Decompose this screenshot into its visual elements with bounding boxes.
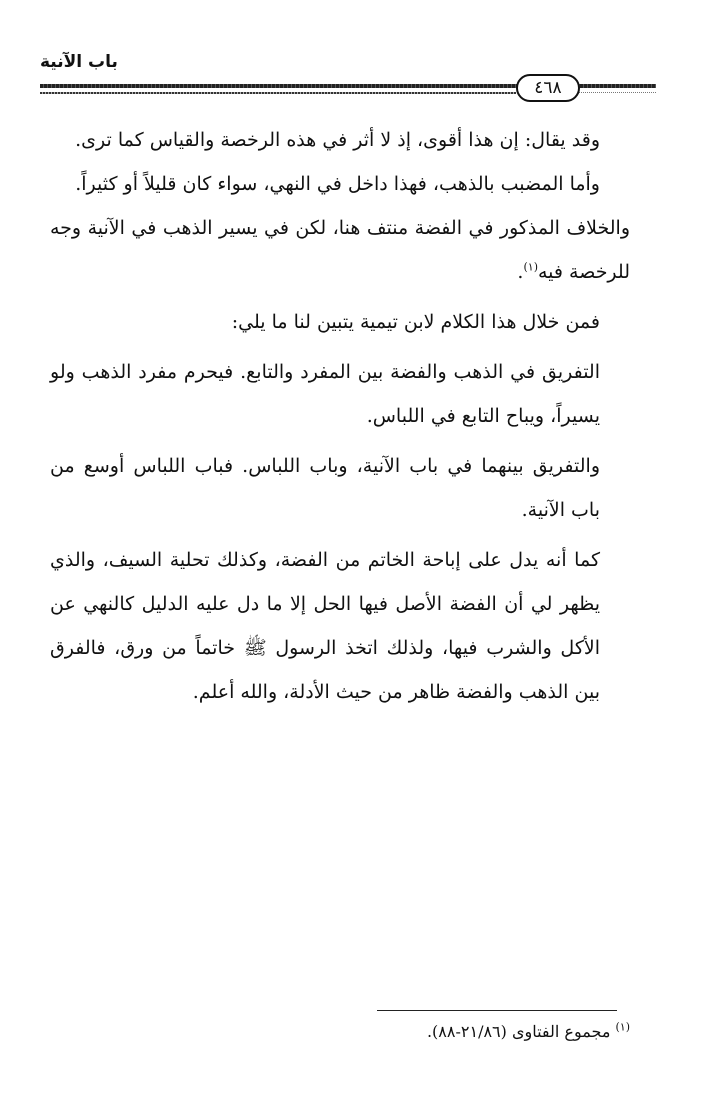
paragraph-text: والخلاف المذكور في الفضة منتف هنا، لكن في يسير الذهب في الآنية وجه للرخصة فيه <box>50 217 630 283</box>
paragraph-text: وأما المضبب بالذهب، فهذا داخل في النهي، سواء كان قليلاً أو كثيراً. <box>75 173 600 195</box>
footnote-number: (١) <box>615 1020 630 1034</box>
paragraph-1 <box>50 118 630 162</box>
footnote-marker: (١) <box>523 260 538 274</box>
paragraph-5 <box>50 350 630 438</box>
footnotes <box>50 1018 630 1046</box>
page-number-badge <box>516 74 580 102</box>
paragraph-4 <box>50 300 630 344</box>
header-rule-thin <box>40 92 516 94</box>
paragraph-2 <box>50 162 630 206</box>
page-header <box>40 44 656 104</box>
paragraph-text: وقد يقال: إن هذا أقوى، إذ لا أثر في هذه الرخصة والقياس كما ترى. <box>75 129 600 151</box>
page-number: ٤٦٨ <box>534 78 562 98</box>
footnote-separator <box>377 1010 617 1011</box>
footnote-text: مجموع الفتاوى (٢١/٨٦-٨٨). <box>426 1022 611 1041</box>
paragraph-3: والخلاف المذكور في الفضة منتف هنا، لكن في يسير الذهب في الآنية وجه للرخصة فيه$^{(١)}$. <box>50 217 630 283</box>
paragraph-6 <box>50 444 630 532</box>
footnote-1 <box>50 1018 630 1046</box>
main-text <box>50 118 630 714</box>
paragraph-text: والتفريق بينهما في باب الآنية، وباب اللباس. فباب اللباس أوسع من باب الآنية. <box>50 455 600 521</box>
running-title: باب الآنية <box>40 52 118 72</box>
paragraph-text: كما أنه يدل على إباحة الخاتم من الفضة، وكذلك تحلية السيف، والذي يظهر لي أن الفضة الأصل فيها الحل إلا ما دل عليه الدليل كالنهي عن الأكل والشرب فيها، ولذلك اتخذ الرسول ﷺ خاتماً من ورق، فالفرق بين الذهب والفضة ظاهر من حيث الأدلة، والله أعلم. <box>50 549 600 703</box>
header-rule-dotted <box>576 92 656 94</box>
paragraph-7 <box>50 538 630 714</box>
paragraph-text: التفريق في الذهب والفضة بين المفرد والتابع. فيحرم مفرد الذهب ولو يسيراً، ويباح التابع في اللباس. <box>50 361 600 427</box>
paragraph-text: فمن خلال هذا الكلام لابن تيمية يتبين لنا ما يلي: <box>231 311 600 333</box>
